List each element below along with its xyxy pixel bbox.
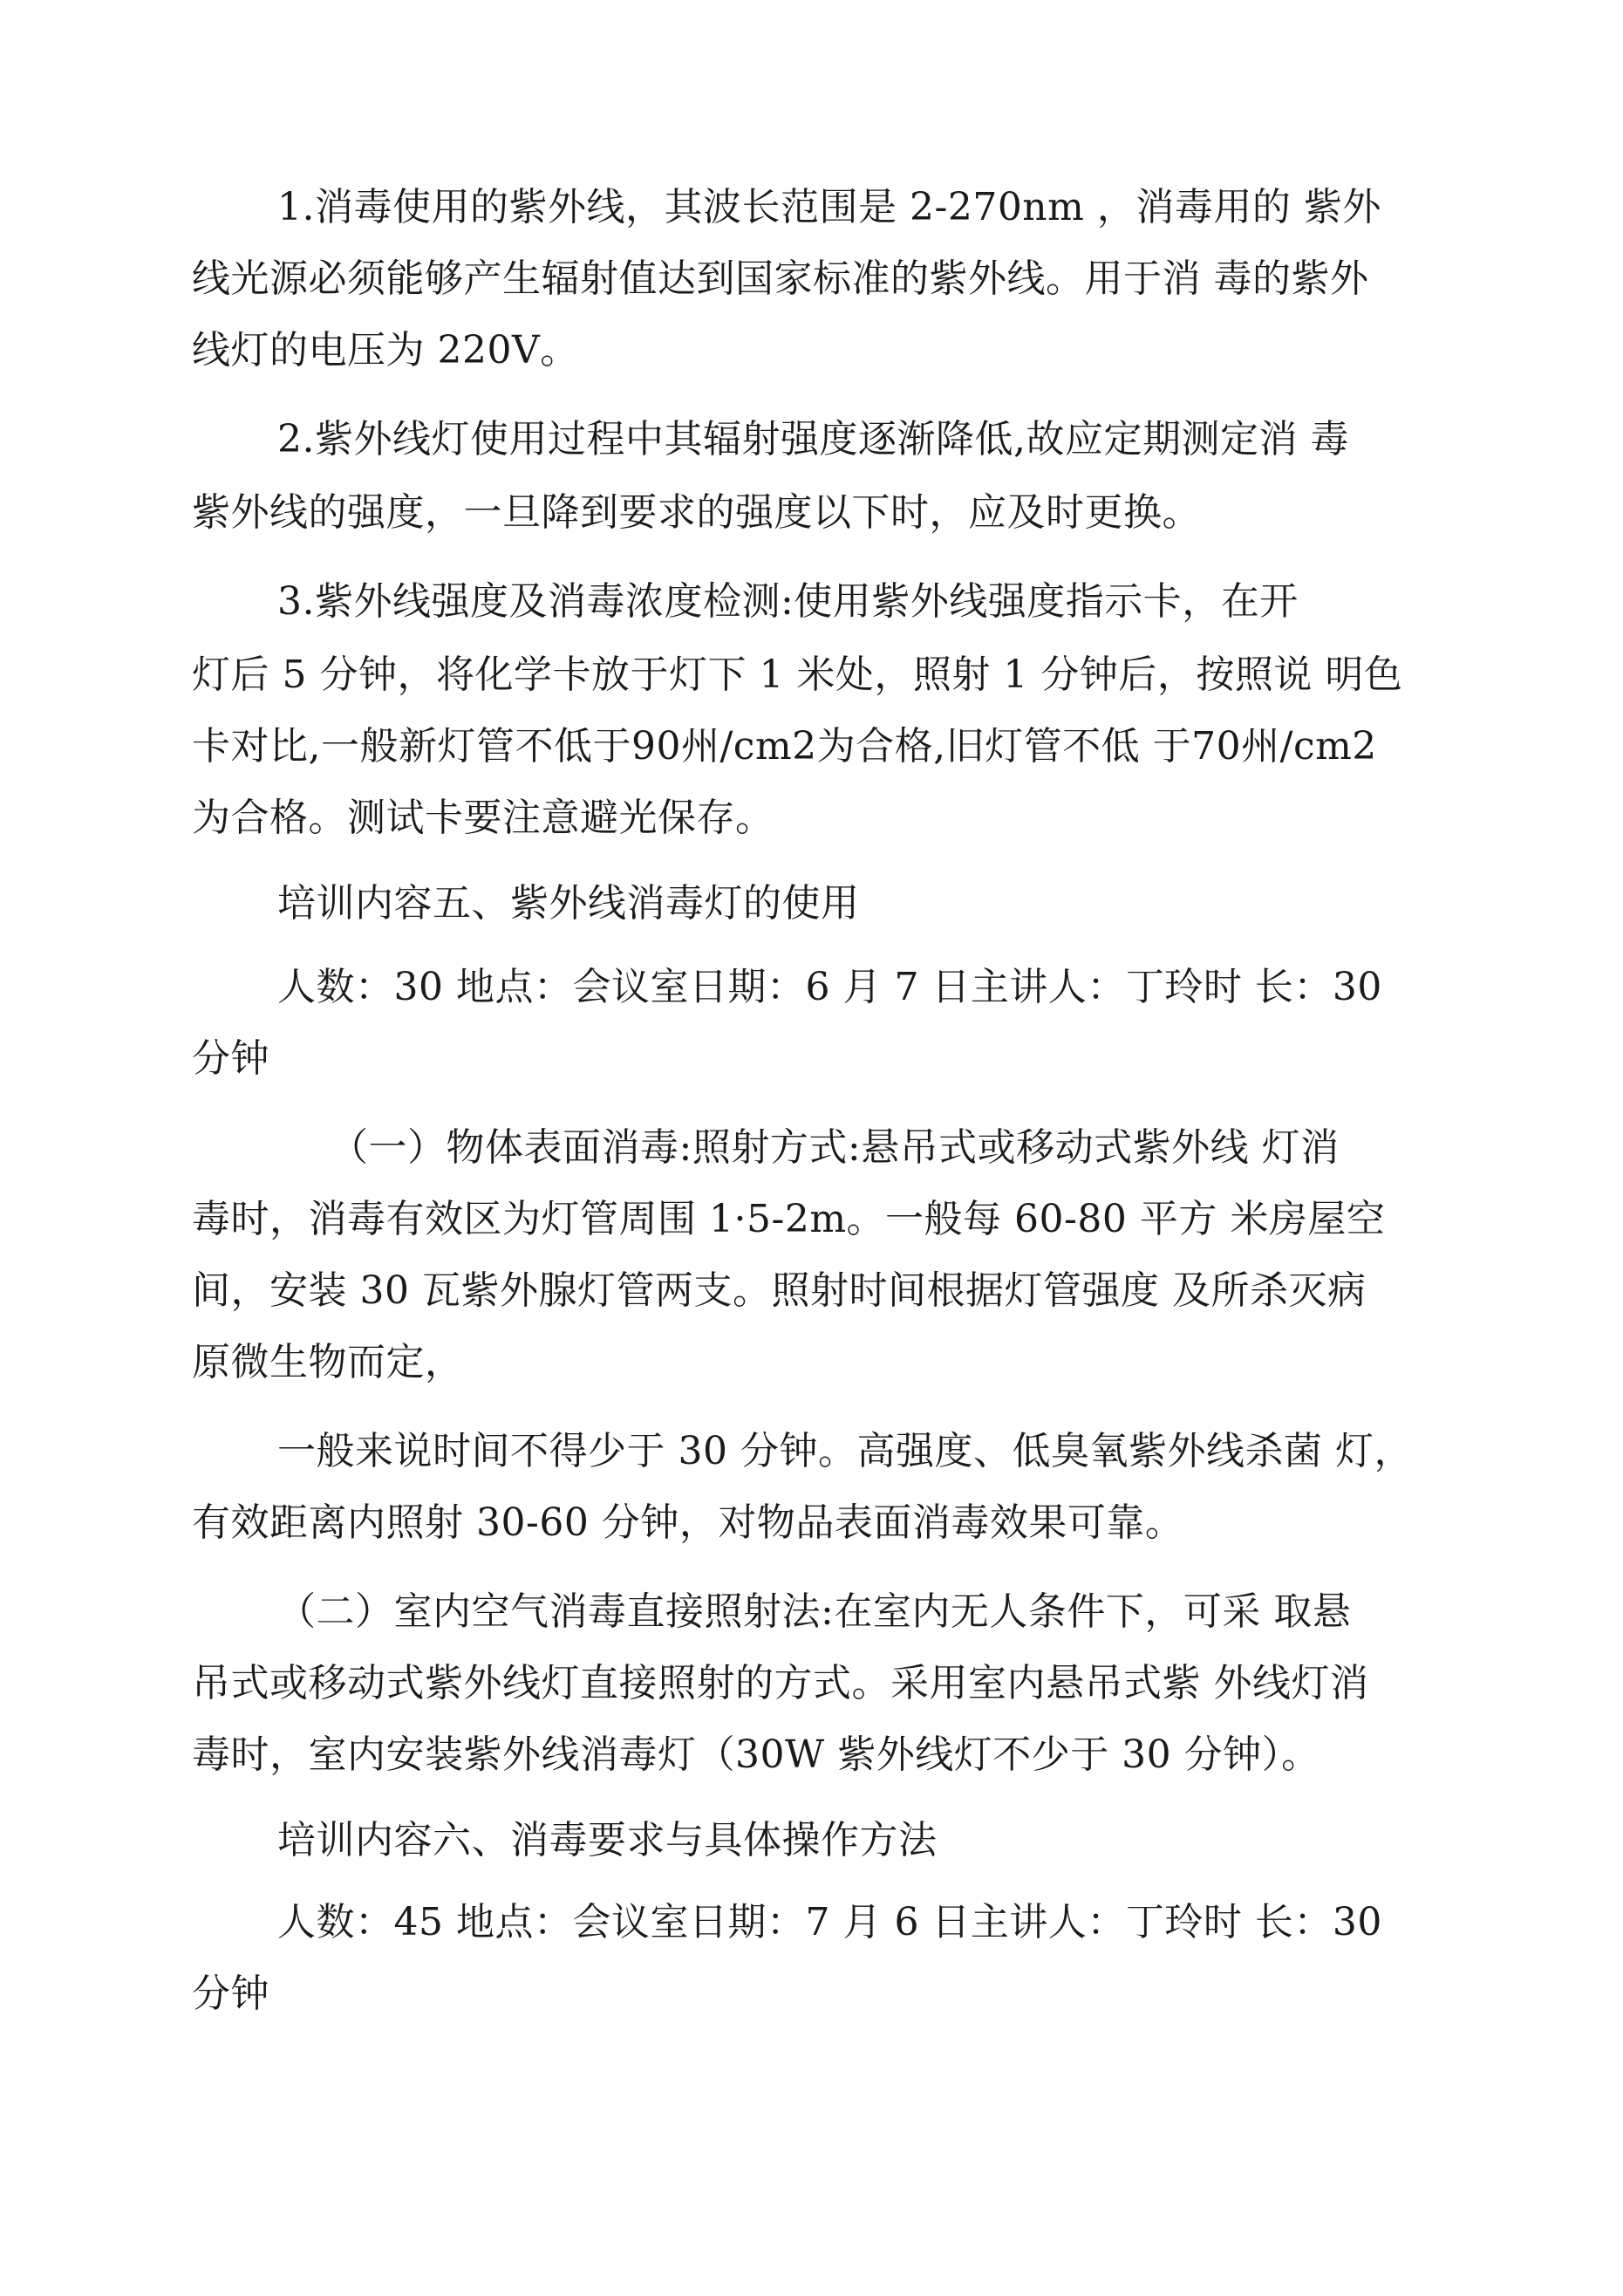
text-line: 2.紫外线灯使用过程中其辐射强度逐渐降低,故应定期测定消 毒 xyxy=(277,417,1349,461)
session-info: 人数：30 地点：会议室日期：6 月 7 日主讲人：丁玲时 长：30 xyxy=(277,965,1382,1009)
text-line: 毒时，消毒有效区为灯管周围 1·5-2m。一般每 60-80 平方 米房屋空 xyxy=(192,1197,1386,1241)
text-line: 线光源必须能够产生辐射值达到国家标准的紫外线。用于消 毒的紫外 xyxy=(192,256,1369,301)
text-line: 原微生物而定， xyxy=(192,1340,464,1384)
text-line: 紫外线的强度，一旦降到要求的强度以下时，应及时更换。 xyxy=(192,490,1201,535)
session-info: 人数：45 地点：会议室日期：7 月 6 日主讲人：丁玲时 长：30 xyxy=(277,1900,1382,1944)
session-info: 分钟 xyxy=(192,1036,269,1081)
text-line: （一）物体表面消毒:照射方式:悬吊式或移动式紫外线 灯消 xyxy=(330,1125,1340,1170)
text-line: 吊式或移动式紫外线灯直接照射的方式。采用室内悬吊式紫 外线灯消 xyxy=(192,1661,1369,1705)
session-info: 分钟 xyxy=(192,1971,269,2016)
text-line: 有效距离内照射 30-60 分钟，对物品表面消毒效果可靠。 xyxy=(192,1500,1184,1545)
section-heading: 培训内容五、紫外线消毒灯的使用 xyxy=(277,881,860,926)
text-line: 3.紫外线强度及消毒浓度检测:使用紫外线强度指示卡，在开 xyxy=(277,579,1299,624)
text-line: 线灯的电压为 220V。 xyxy=(192,328,579,372)
text-line: 一般来说时间不得少于 30 分钟。高强度、低臭氧紫外线杀菌 灯， xyxy=(277,1429,1413,1473)
section-heading: 培训内容六、消毒要求与具体操作方法 xyxy=(277,1818,938,1862)
text-line: （二）室内空气消毒直接照射法:在室内无人条件下，可采 取悬 xyxy=(277,1589,1352,1634)
text-line: 间，安装 30 瓦紫外腺灯管两支。照射时间根据灯管强度 及所杀灭病 xyxy=(192,1268,1367,1313)
text-line: 1.消毒使用的紫外线，其波长范围是 2-270nm ，消毒用的 紫外 xyxy=(277,185,1381,229)
text-line: 灯后 5 分钟，将化学卡放于灯下 1 米处，照射 1 分钟后，按照说 明色 xyxy=(192,653,1403,697)
text-line: 为合格。测试卡要注意避光保存。 xyxy=(192,796,774,840)
text-line: 毒时，室内安装紫外线消毒灯（30W 紫外线灯不少于 30 分钟）。 xyxy=(192,1732,1320,1777)
text-line: 卡对比,一般新灯管不低于90州/cm2为合格,旧灯管不低 于70州/cm2 xyxy=(192,724,1377,769)
